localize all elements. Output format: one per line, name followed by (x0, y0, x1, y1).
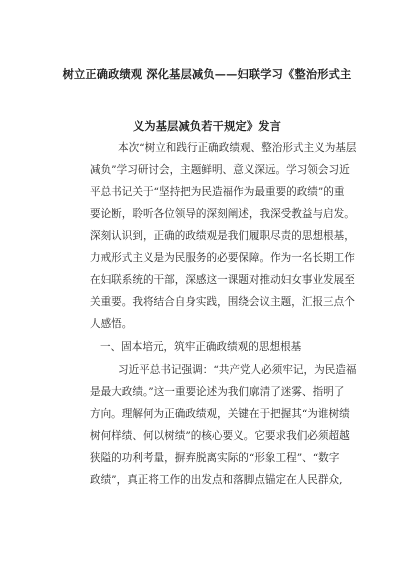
body-line: 本次“树立和践行正确政绩观、整治形式主义为基层 (118, 142, 357, 154)
document-title-line-1: 树立正确政绩观 深化基层减负——妇联学习《整治形式主 (62, 67, 352, 81)
body-line: 关重要。我将结合自身实践，围绕会议主题，汇报三点个 (90, 296, 355, 308)
body-line: 减负”学习研讨会，主题鲜明、意义深远。学习领会习近 (90, 164, 350, 176)
body-line: 树何样绩、何以树绩”的核心要义。它要求我们必须超越 (90, 430, 350, 442)
body-line: 政绩”，真正将工作的出发点和落脚点锚定在人民群众, (90, 474, 343, 486)
body-line: 平总书记关于“坚持把为民造福作为最重要的政绩”的重 (90, 186, 345, 198)
body-line: 人感悟。 (90, 318, 133, 330)
body-line: 习近平总书记强调：“共产党人必须牢记，为民造福 (118, 364, 357, 376)
body-line: 是最大政绩。”这一重要论述为我们廓清了迷雾、指明了 (90, 386, 345, 398)
body-line: 狭隘的功利考量，摒弃脱离实际的“形象工程”、“数字 (90, 452, 340, 464)
body-line: 力戒形式主义是为民服务的必要保障。作为一名长期工作 (90, 252, 355, 264)
body-line: 要论断，聆听各位领导的深刻阐述，我深受教益与启发。 (90, 208, 355, 220)
section-heading: 一、固本培元，筑牢正确政绩观的思想根基 (100, 341, 302, 353)
body-line: 方向。理解何为正确政绩观，关键在于把握其“为谁树绩 (90, 408, 350, 420)
document-title-line-2: 义为基层减负若干规定》发言 (132, 119, 282, 133)
body-line: 在妇联系统的干部，深感这一课题对推动妇女事业发展至 (90, 274, 355, 286)
body-line: 深刻认识到，正确的政绩观是我们履职尽责的思想根基， (90, 230, 355, 242)
